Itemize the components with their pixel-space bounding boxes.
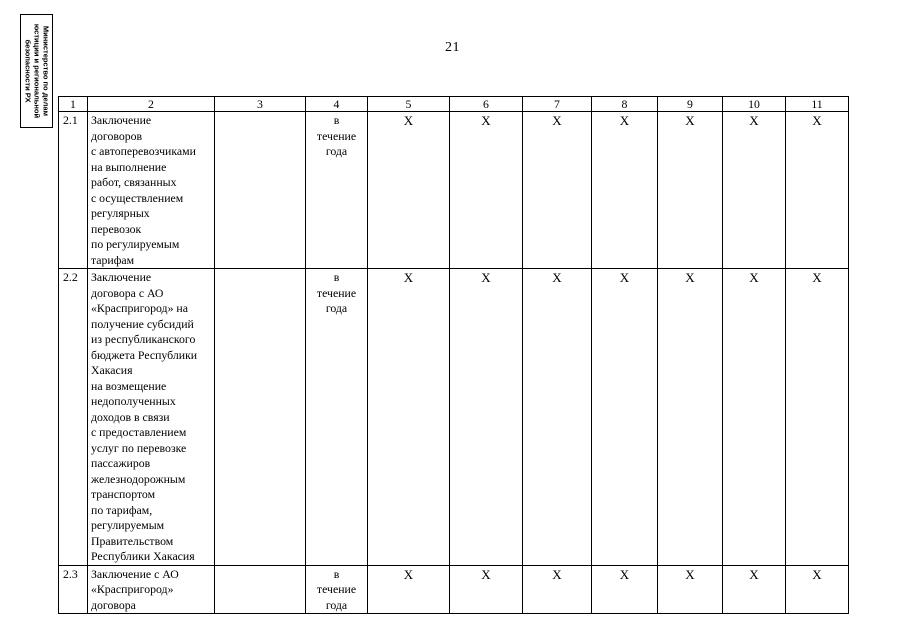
x-mark-cell: X [658, 269, 723, 566]
description-line: транспортом [91, 487, 156, 501]
description-line: договора с АО [91, 285, 164, 300]
description-line: на возмещение [91, 378, 167, 393]
column-header: 7 [523, 97, 592, 112]
row-description-cell [88, 565, 215, 614]
period-line: в [333, 270, 340, 284]
row-number-cell: 2.3 [59, 565, 88, 614]
description-line: «Краспригород» [91, 582, 174, 596]
x-mark-cell: X [658, 565, 723, 614]
x-mark-cell: X [450, 112, 523, 269]
page-number: 21 [445, 40, 460, 55]
row-period-cell [306, 269, 368, 566]
x-mark-cell: X [723, 269, 786, 566]
x-mark-cell: X [786, 269, 849, 566]
period-line: течение [316, 582, 357, 596]
column-header: 11 [786, 97, 849, 112]
x-mark-cell: X [368, 565, 450, 614]
description-line: доходов в связи [91, 409, 170, 424]
x-mark-cell: X [523, 112, 592, 269]
period-line: течение [316, 285, 357, 300]
column-header: 3 [215, 97, 306, 112]
column-header: 5 [368, 97, 450, 112]
table-row [59, 565, 849, 614]
description-line: Республики Хакасия [91, 549, 195, 563]
description-line: договоров [91, 128, 143, 143]
description-line: железнодорожным [91, 471, 186, 486]
description-line: работ, связанных [91, 175, 177, 189]
column-header: 1 [59, 97, 88, 112]
x-mark-cell: X [723, 565, 786, 614]
row-col3-cell [215, 112, 306, 269]
description-line: недополученных [91, 394, 176, 408]
row-col3-cell [215, 565, 306, 614]
description-line: с осуществлением [91, 190, 184, 205]
table-header-row [59, 97, 849, 112]
description-line: регулируемым [91, 518, 165, 532]
x-mark-cell: X [523, 565, 592, 614]
description-line: на выполнение [91, 159, 167, 174]
row-description-cell [88, 112, 215, 269]
x-mark-cell: X [786, 112, 849, 269]
stamp-line: Министерство по делам [41, 25, 50, 117]
description-line: Хакасия [91, 363, 133, 377]
x-mark-cell: X [450, 269, 523, 566]
row-description-cell [88, 269, 215, 566]
row-number-cell: 2.2 [59, 269, 88, 566]
description-line: регулярных [91, 206, 150, 220]
description-line: перевозок [91, 221, 142, 236]
description-line: по тарифам, [91, 502, 153, 517]
description-line: Заключение [91, 113, 152, 127]
description-line: с предоставлением [91, 425, 187, 439]
row-number-cell: 2.1 [59, 112, 88, 269]
period-line: течение [316, 128, 357, 143]
column-header: 4 [306, 97, 368, 112]
period-line: года [325, 301, 348, 315]
column-header: 9 [658, 97, 723, 112]
x-mark-cell: X [723, 112, 786, 269]
column-header: 10 [723, 97, 786, 112]
x-mark-cell: X [523, 269, 592, 566]
period-line: в [333, 113, 340, 127]
stamp-line: безопасности РХ [23, 39, 32, 103]
description-line: Заключение с АО [91, 566, 179, 581]
description-line: услуг по перевозке [91, 440, 187, 455]
description-line: договора [91, 597, 136, 612]
period-line: года [325, 597, 348, 612]
description-line: получение субсидий [91, 316, 194, 331]
period-line: в [333, 566, 340, 581]
description-line: Заключение [91, 270, 152, 284]
plan-table [58, 96, 849, 614]
description-line: тарифам [91, 252, 135, 267]
x-mark-cell: X [592, 269, 658, 566]
description-line: пассажиров [91, 456, 151, 470]
description-line: бюджета Республики [91, 347, 198, 362]
description-line: из республиканского [91, 332, 196, 346]
x-mark-cell: X [368, 269, 450, 566]
x-mark-cell: X [368, 112, 450, 269]
description-line: Правительством [91, 533, 174, 548]
x-mark-cell: X [592, 565, 658, 614]
column-header: 2 [88, 97, 215, 112]
row-col3-cell [215, 269, 306, 566]
table-row [59, 112, 849, 269]
description-line: с автоперевозчиками [91, 144, 196, 158]
stamp-line: юстиции и региональной [32, 23, 41, 119]
x-mark-cell: X [786, 565, 849, 614]
period-line: года [325, 144, 348, 158]
row-period-cell [306, 112, 368, 269]
registration-stamp [20, 14, 53, 128]
x-mark-cell: X [450, 565, 523, 614]
x-mark-cell: X [658, 112, 723, 269]
description-line: «Краспригород» на [91, 301, 188, 315]
column-header: 6 [450, 97, 523, 112]
description-line: по регулируемым [91, 237, 180, 251]
table-row [59, 269, 849, 566]
row-period-cell [306, 565, 368, 614]
column-header: 8 [592, 97, 658, 112]
x-mark-cell: X [592, 112, 658, 269]
